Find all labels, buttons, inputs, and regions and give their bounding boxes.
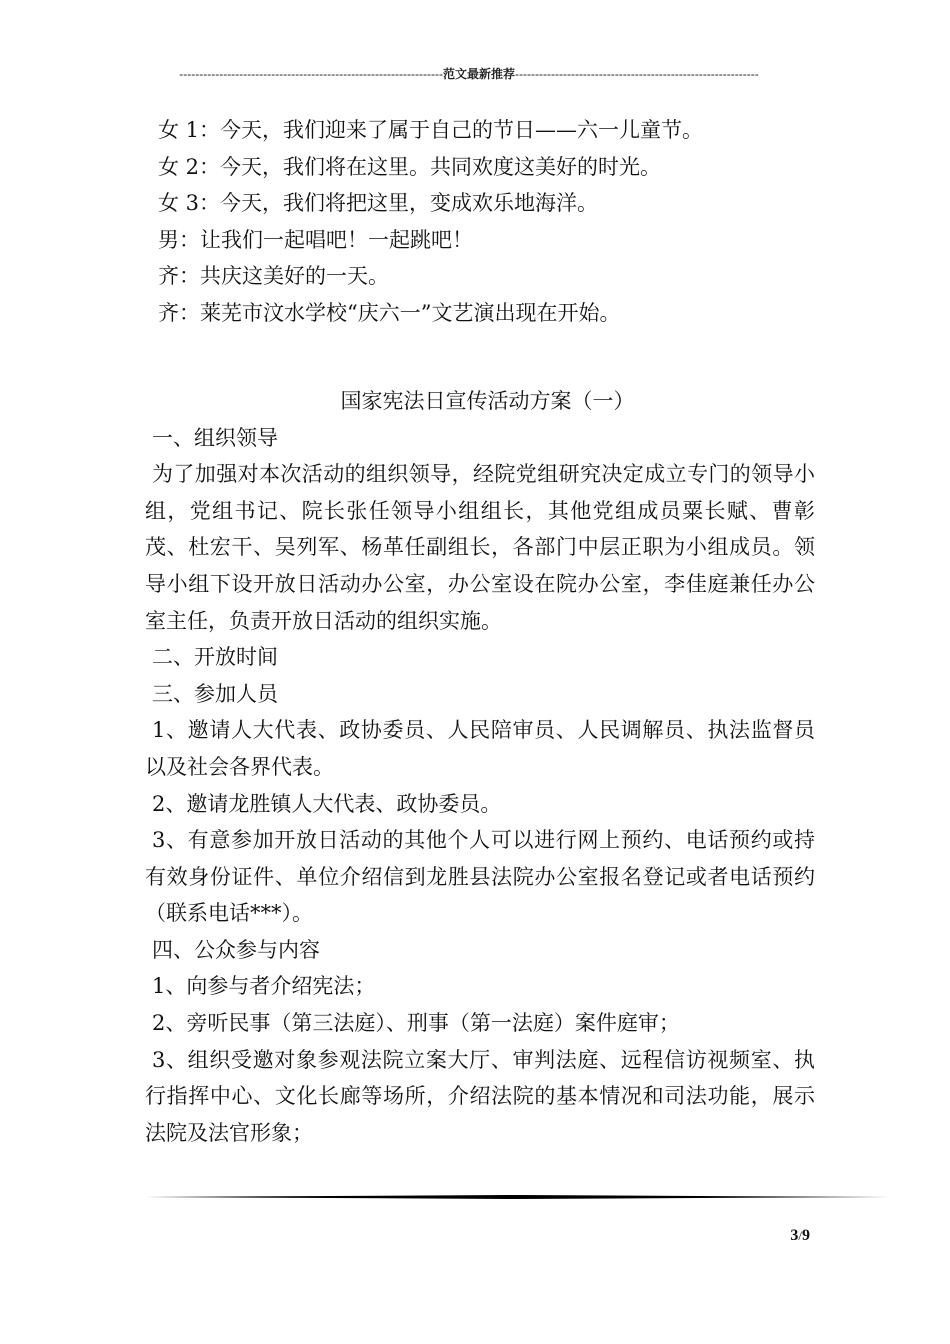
- page-separator: /: [798, 1228, 802, 1243]
- section-heading: 四、公众参与内容: [152, 937, 320, 962]
- dialogue-line: 男：让我们一起唱吧！一起跳吧！: [158, 227, 473, 252]
- dialogue-block: [145, 112, 815, 332]
- page-header: [145, 66, 793, 82]
- dialogue-line: 齐：共庆这美好的一天。: [158, 264, 389, 289]
- list-item: 3、组织受邀对象参观法院立案大厅、审判法庭、远程信访视频室、执行指挥中心、文化长廊等场所，介绍法院的基本情况和司法功能，展示法院及法官形象；: [145, 1047, 815, 1145]
- document-body: [145, 112, 815, 1151]
- list-item: 1、邀请人大代表、政协委员、人民陪审员、人民调解员、执法监督员以及社会各界代表。: [145, 718, 815, 779]
- section-heading: 一、组织领导: [152, 425, 278, 450]
- list-item: 2、旁听民事（第三法庭）、刑事（第一法庭）案件庭审；: [152, 1011, 680, 1036]
- section-paragraph: 为了加强对本次活动的组织领导，经院党组研究决定成立专门的领导小组，党组书记、院长张任领导小组组长，其他党组成员粟长赋、曹彰茂、杜宏干、吴列军、杨革任副组长，各部门中层正职为小组成员。领导小组下设开放日活动办公室，办公室设在院办公室，李佳庭兼任办公室主任，负责开放日活动的组织实施。: [145, 462, 815, 633]
- header-title: 范文最新推荐: [442, 67, 515, 81]
- header-right-dashes: -------------------------------------------------------------: [515, 67, 759, 81]
- dialogue-line: 女 2：今天，我们将在这里。共同欢度这美好的时光。: [158, 154, 662, 179]
- header-left-dashes: ------------------------------------------------------------------: [179, 67, 443, 81]
- list-item: 3、有意参加开放日活动的其他个人可以进行网上预约、电话预约或持有效身份证件、单位介绍信到龙胜县法院办公室报名登记或者电话预约（联系电话***）。: [145, 828, 815, 926]
- footer-divider: [145, 1195, 890, 1199]
- section-heading: 二、开放时间: [152, 645, 278, 670]
- dialogue-line: 齐：莱芜市汶水学校“庆六一”文艺演出现在开始。: [158, 300, 621, 325]
- page-current: 3: [790, 1227, 799, 1244]
- list-item: 2、邀请龙胜镇人大代表、政协委员。: [152, 791, 502, 816]
- section-heading: 三、参加人员: [152, 681, 278, 706]
- page-total: 9: [802, 1227, 810, 1244]
- list-item: 1、向参与者介绍宪法；: [152, 974, 376, 999]
- page-number: [760, 1227, 810, 1245]
- article-title: 国家宪法日宣传活动方案（一）: [340, 388, 635, 413]
- dialogue-line: 女 3：今天，我们将把这里，变成欢乐地海洋。: [158, 191, 599, 216]
- dialogue-line: 女 1：今天，我们迎来了属于自己的节日——六一儿童节。: [158, 118, 704, 142]
